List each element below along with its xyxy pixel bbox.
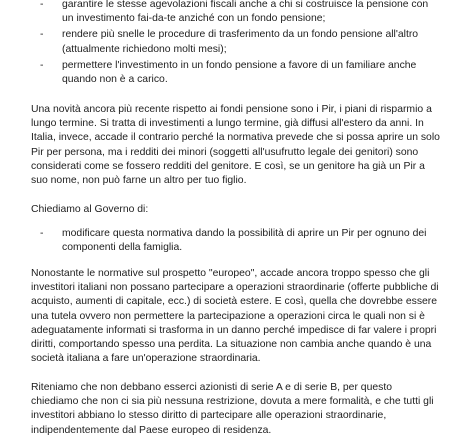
- list-item-text: permettere l'investimento in un fondo pensione a favore di un familiare anche quando non è a carico.: [62, 59, 417, 86]
- bullet-dash: • -: [40, 228, 44, 239]
- request-list-pensions: [0, 0, 453, 87]
- list-item-text: modificare questa normativa dando la possibilità di aprire un Pir per ognuno dei componenti della famiglia.: [62, 228, 427, 254]
- paragraph-european-prospectus: Nonostante le normative sul prospetto "europeo", accade ancora troppo spesso che gli investitori italiani non possano partecipare a operazioni straordinarie (offerte pubbliche di acquisto, aumenti di capitale, ecc.) di società estere. E così, quella che dovrebbe essere una tutela ovvero non permettere la partecipazione a operazioni circa le quali non si è adeguatamente informati si trasforma in un danno perché impedisce di far valere i propri diritti, comportando spesso una perdita. La situazione non cambia anche quando è una società italiana a fare un'operazione straordinaria.: [31, 268, 439, 365]
- list-item: [0, 59, 453, 87]
- list-item: [0, 227, 453, 255]
- request-list-pir: [0, 227, 453, 255]
- list-item: [0, 28, 453, 56]
- list-item-text: garantire le stesse agevolazioni fiscali anche a chi si costruisce la pensione con un investimento fai-da-te anziché con un fondo pensione;: [62, 0, 429, 25]
- paragraph-shareholders: Riteniamo che non debbano esserci azionisti di serie A e di serie B, per questo chiediamo che non ci sia più nessuna restrizione, dovuta a mere formalità, e che tutti gli investitori abbiano lo stesso diritto di partecipare alle operazioni straordinarie, indipendentemente dal Paese europeo di residenza.: [31, 382, 434, 436]
- bullet-dash: • -: [40, 0, 44, 10]
- list-item: [0, 0, 453, 26]
- paragraph-pir: Una novità ancora più recente rispetto ai fondi pensione sono i Pir, i piani di risparmio a lungo termine. Si tratta di investimenti a lungo termine, già diffusi all'estero da anni. In Italia, invece, accade il contrario perché la normativa prevede che si possa aprire un solo Pir per persona, ma i redditi dei minori (soggetti all'usufrutto legale dei genitori) sono considerati come se fossero redditi del genitore. E così, se un genitore ha già un Pir a suo nome, non può farne un altro per tuo figlio.: [31, 104, 440, 187]
- bullet-dash: • -: [40, 59, 44, 71]
- bullet-dash: • -: [40, 29, 44, 41]
- list-item-text: rendere più snelle le procedure di trasferimento da un fondo pensione all'altro (attualmente richiedono molti mesi);: [62, 29, 419, 55]
- paragraph-request-heading: Chiediamo al Governo di:: [31, 204, 149, 215]
